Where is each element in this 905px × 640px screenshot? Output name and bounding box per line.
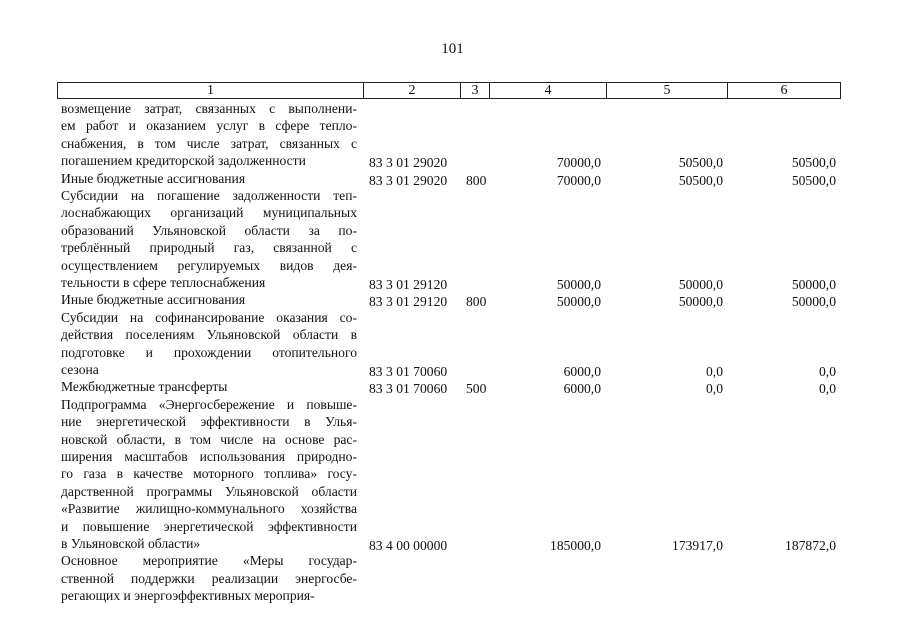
value-col-6: 0,0 — [819, 364, 836, 379]
budget-code: 83 3 01 29020 — [369, 172, 448, 188]
description-line: Основное мероприятие «Меры государ- — [61, 553, 357, 569]
description-line: Субсидии на погашение задолженности теп- — [61, 188, 357, 203]
description-line: лоснабжающих организаций муниципальных — [61, 205, 357, 221]
budget-code: 83 4 00 00000 — [369, 538, 448, 553]
description-line: подготовке и прохождении отопительного — [61, 344, 357, 360]
expense-type: 800 — [466, 172, 487, 188]
row-description — [61, 378, 357, 395]
row-description — [61, 170, 357, 187]
row-description — [61, 100, 357, 170]
value-col-6: 187872,0 — [785, 538, 836, 553]
description-line: дарственной программы Ульяновской области — [61, 483, 357, 499]
expense-type: 500 — [466, 381, 487, 397]
value-col-4: 6000,0 — [563, 364, 601, 379]
row-description — [61, 187, 357, 291]
value-col-6: 0,0 — [819, 381, 836, 397]
value-col-5: 173917,0 — [672, 538, 723, 553]
value-col-6: 50000,0 — [791, 294, 836, 310]
description-line: Субсидии на софинансирование оказания со- — [61, 309, 357, 325]
description-line: в Ульяновской области» — [61, 535, 201, 551]
value-col-4: 185000,0 — [550, 538, 601, 553]
description-line: Межбюджетные трансферты — [61, 379, 228, 395]
description-line: погашением кредиторской задолженности — [61, 153, 306, 169]
description-line: регающих и энергоэффективных мероприя- — [61, 588, 315, 604]
description-line: действия поселениям Ульяновской области в — [61, 327, 357, 343]
expense-type: 800 — [466, 294, 487, 310]
value-col-4: 6000,0 — [563, 381, 601, 397]
description-line: Иные бюджетные ассигнования — [61, 170, 246, 186]
header-col-3: 3 — [461, 83, 490, 98]
row-description — [61, 396, 357, 553]
value-col-4: 50000,0 — [556, 294, 601, 310]
description-line: тельности в сфере теплоснабжения — [61, 274, 266, 290]
value-col-5: 50000,0 — [678, 294, 723, 310]
description-line: ственной поддержки реализации энергосбе- — [61, 570, 357, 586]
budget-code: 83 3 01 70060 — [369, 364, 448, 379]
description-line: Подпрограмма «Энергосбережение и повыше- — [61, 396, 357, 412]
description-line: возмещение затрат, связанных с выполнени- — [61, 101, 357, 116]
description-line: сезона — [61, 361, 99, 377]
description-line: образований Ульяновской области за по- — [61, 222, 357, 238]
budget-code: 83 3 01 70060 — [369, 381, 448, 397]
budget-code: 83 3 01 29120 — [369, 277, 448, 292]
value-col-5: 0,0 — [706, 381, 723, 397]
table-header — [57, 82, 841, 99]
value-col-6: 50000,0 — [791, 277, 836, 292]
budget-code: 83 3 01 29120 — [369, 294, 448, 310]
value-col-5: 0,0 — [706, 364, 723, 379]
value-col-5: 50000,0 — [678, 277, 723, 292]
row-description — [61, 552, 357, 604]
value-col-5: 50500,0 — [678, 155, 723, 171]
page-number: 101 — [441, 41, 464, 57]
description-line: треблённый природный газ, связанной с — [61, 240, 357, 256]
description-line: Иные бюджетные ассигнования — [61, 292, 246, 308]
value-col-6: 50500,0 — [791, 172, 836, 188]
description-line: новской области, в том числе на основе рас- — [61, 431, 357, 447]
budget-code: 83 3 01 29020 — [369, 155, 448, 171]
value-col-6: 50500,0 — [791, 155, 836, 171]
value-col-4: 70000,0 — [556, 172, 601, 188]
value-col-4: 50000,0 — [556, 277, 601, 292]
description-line: снабжения, в том числе затрат, связанных с — [61, 135, 357, 151]
header-col-4: 4 — [490, 83, 607, 98]
description-line: го газа в качестве моторного топлива» госу- — [61, 466, 357, 482]
header-col-1: 1 — [58, 83, 364, 98]
row-description — [61, 291, 357, 308]
header-col-5: 5 — [607, 83, 728, 98]
description-line: и повышение энергетической эффективности — [61, 518, 357, 534]
row-description — [61, 309, 357, 379]
description-line: ем работ и оказанием услуг в сфере тепло- — [61, 118, 357, 134]
value-col-4: 70000,0 — [556, 155, 601, 171]
description-line: ширения масштабов использования природно- — [61, 448, 357, 464]
description-line: «Развитие жилищно-коммунального хозяйства — [61, 501, 357, 517]
description-line: ние энергетической эффективности в Улья- — [61, 414, 357, 430]
header-col-2: 2 — [364, 83, 461, 98]
description-line: осуществлением регулируемых видов дея- — [61, 257, 357, 273]
value-col-5: 50500,0 — [678, 172, 723, 188]
header-col-6: 6 — [780, 83, 788, 98]
